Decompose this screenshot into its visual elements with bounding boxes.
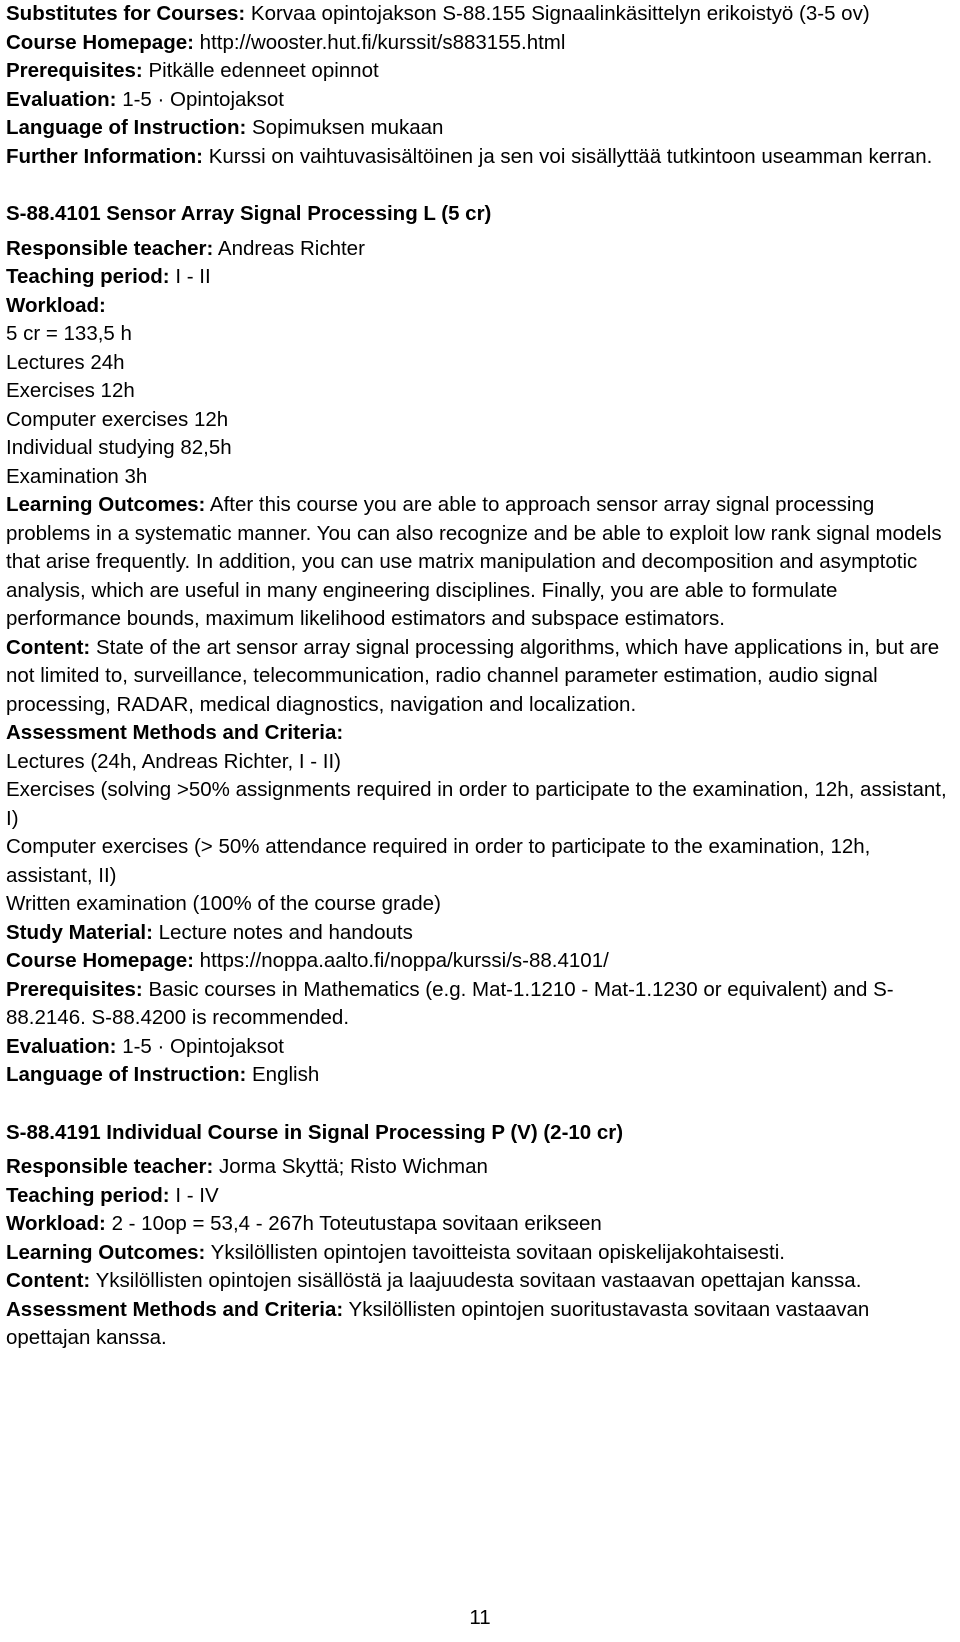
study-material-value: Lecture notes and handouts bbox=[158, 920, 413, 944]
evaluation-row bbox=[6, 1033, 956, 1062]
assessment-value: Yksilöllisten opintojen suoritustavasta sovitaan vastaavan opettajan kanssa. bbox=[6, 1297, 870, 1349]
language-label: Language of Instruction: bbox=[6, 116, 247, 139]
prerequisites-label: Prerequisites: bbox=[6, 59, 143, 82]
workload-item: Individual studying 82,5h bbox=[6, 436, 232, 459]
language-label: Language of Instruction: bbox=[6, 1063, 247, 1086]
evaluation-value: 1-5 · Opintojaksot bbox=[122, 1034, 285, 1058]
assessment-item: Lectures (24h, Andreas Richter, I - II) bbox=[6, 749, 341, 773]
responsible-teacher-row bbox=[6, 1153, 956, 1182]
course-s884101-section bbox=[6, 200, 956, 1090]
assessment-item: Exercises (solving >50% assignments required in order to participate to the examination, 12h, assistant, I) bbox=[6, 778, 947, 830]
study-material-label: Study Material: bbox=[6, 920, 153, 944]
course-title: S-88.4101 Sensor Array Signal Processing L (5 cr) bbox=[6, 202, 492, 225]
workload-item: Lectures 24h bbox=[6, 350, 125, 374]
evaluation-value: 1-5 · Opintojaksot bbox=[122, 87, 285, 111]
document-page bbox=[6, 0, 956, 1353]
assessment-item: Computer exercises (> 50% attendance required in order to participate to the examination, 12h, assistant, II) bbox=[6, 835, 871, 887]
course-homepage-link[interactable]: https://noppa.aalto.fi/noppa/kurssi/s-88.4101/ bbox=[199, 949, 609, 972]
workload-item: Exercises 12h bbox=[6, 379, 135, 402]
prerequisites-row bbox=[6, 976, 951, 1033]
course-homepage-row bbox=[6, 29, 956, 58]
page-number: 11 bbox=[469, 1606, 491, 1629]
responsible-teacher-value: Jorma Skyttä; Risto Wichman bbox=[219, 1155, 488, 1178]
responsible-teacher-row bbox=[6, 235, 956, 264]
assessment-label: Assessment Methods and Criteria: bbox=[6, 721, 344, 744]
prerequisites-label: Prerequisites: bbox=[6, 977, 143, 1001]
responsible-teacher-value: Andreas Richter bbox=[217, 236, 365, 260]
course-homepage-link[interactable]: http://wooster.hut.fi/kurssit/s883155.html bbox=[199, 30, 566, 54]
learning-outcomes-label: Learning Outcomes: bbox=[6, 493, 206, 516]
content-label: Content: bbox=[6, 635, 91, 659]
language-row bbox=[6, 114, 956, 143]
further-information-value: Kurssi on vaihtuvasisältöinen ja sen voi sisällyttää tutkintoon useamman kerran. bbox=[208, 144, 933, 168]
course-s884191-section bbox=[6, 1119, 956, 1353]
learning-outcomes-row bbox=[6, 1239, 951, 1268]
language-value: English bbox=[252, 1063, 320, 1086]
teaching-period-label: Teaching period: bbox=[6, 265, 170, 288]
prerequisites-row bbox=[6, 57, 956, 86]
workload-row bbox=[6, 1210, 956, 1239]
substitutes-label: Substitutes for Courses: bbox=[6, 2, 246, 25]
teaching-period-value: I - IV bbox=[175, 1183, 219, 1207]
teaching-period-row bbox=[6, 1182, 956, 1211]
workload-label: Workload: bbox=[6, 1212, 106, 1235]
workload-item: 5 cr = 133,5 h bbox=[6, 322, 132, 345]
workload-item: Examination 3h bbox=[6, 464, 148, 488]
prerequisites-value: Pitkälle edenneet opinnot bbox=[148, 59, 379, 82]
evaluation-label: Evaluation: bbox=[6, 1034, 117, 1058]
evaluation-label: Evaluation: bbox=[6, 87, 117, 111]
substitutes-row bbox=[6, 0, 951, 29]
workload-label: Workload: bbox=[6, 293, 106, 317]
learning-outcomes-label: Learning Outcomes: bbox=[6, 1240, 206, 1264]
prerequisites-value: Basic courses in Mathematics (e.g. Mat-1.1210 - Mat-1.1230 or equivalent) and S-88.2146. S-88.4200 is recommended. bbox=[6, 977, 894, 1029]
evaluation-row bbox=[6, 86, 956, 115]
course-title: S-88.4191 Individual Course in Signal Processing P (V) (2-10 cr) bbox=[6, 1120, 624, 1144]
further-information-row bbox=[6, 143, 951, 172]
teaching-period-value: I - II bbox=[175, 265, 211, 288]
prev-course-section bbox=[6, 0, 956, 171]
language-value: Sopimuksen mukaan bbox=[252, 116, 444, 139]
course-homepage-row bbox=[6, 947, 956, 976]
learning-outcomes-row bbox=[6, 491, 951, 634]
assessment-label: Assessment Methods and Criteria: bbox=[6, 1297, 344, 1321]
assessment-item: Written examination (100% of the course grade) bbox=[6, 892, 441, 915]
further-information-label: Further Information: bbox=[6, 144, 204, 168]
content-value: Yksilöllisten opintojen sisällöstä ja laajuudesta sovitaan vastaavan opettajan kanssa. bbox=[95, 1269, 862, 1292]
substitutes-value: Korvaa opintojakson S-88.155 Signaalinkäsittelyn erikoistyö (3-5 ov) bbox=[250, 2, 870, 25]
content-value: State of the art sensor array signal processing algorithms, which have applications in, but are not limited to, surveillance, telecommunication, radio channel parameter estimation, audio signal processing, RADAR, medical diagnostics, navigation and localization. bbox=[6, 635, 940, 716]
content-row bbox=[6, 1267, 951, 1296]
content-label: Content: bbox=[6, 1269, 91, 1292]
language-row bbox=[6, 1061, 956, 1090]
course-homepage-label: Course Homepage: bbox=[6, 30, 194, 54]
teaching-period-label: Teaching period: bbox=[6, 1183, 170, 1207]
assessment-row bbox=[6, 1296, 951, 1353]
responsible-teacher-label: Responsible teacher: bbox=[6, 236, 214, 260]
responsible-teacher-label: Responsible teacher: bbox=[6, 1155, 214, 1178]
workload-item: Computer exercises 12h bbox=[6, 407, 229, 431]
teaching-period-row bbox=[6, 263, 956, 292]
learning-outcomes-value: Yksilöllisten opintojen tavoitteista sovitaan opiskelijakohtaisesti. bbox=[210, 1240, 785, 1264]
course-homepage-label: Course Homepage: bbox=[6, 949, 194, 972]
content-row bbox=[6, 634, 951, 720]
study-material-row bbox=[6, 919, 956, 948]
workload-value: 2 - 10op = 53,4 - 267h Toteutustapa sovitaan erikseen bbox=[111, 1212, 602, 1235]
learning-outcomes-value: After this course you are able to approach sensor array signal processing problems in a systematic manner. You can also recognize and be able to exploit low rank signal models that arise frequently. In addition, you can use matrix manipulation and decomposition and asymptotic analysis, which are useful in many engineering disciplines. Finally, you are able to formulate performance bounds, maximum likelihood estimators and subspace estimators. bbox=[6, 493, 942, 630]
